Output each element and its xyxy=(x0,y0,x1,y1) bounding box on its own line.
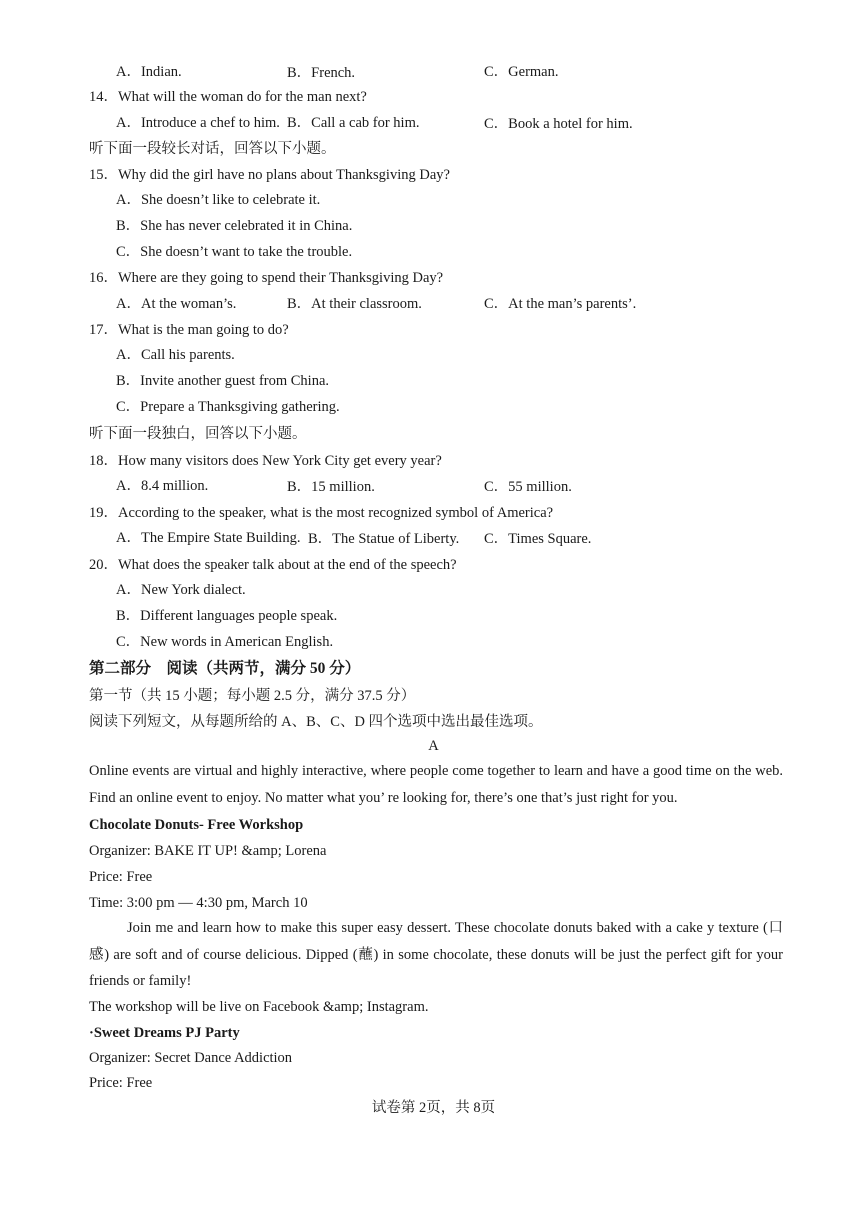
part2-instruction: 阅读下列短文，从每题所给的 A、B、C、D 四个选项中选出最佳选项。 xyxy=(89,714,543,730)
event1-description: Join me and learn how to make this super easy dessert. These chocolate donuts baked with a cake y texture (口感) are soft and of course delicious. Dipped (蘸) in some chocolate, these donuts will be just the perfect gift for your friends or family! xyxy=(89,920,783,989)
q13-option-a: A．Indian. xyxy=(116,64,182,80)
event2-organizer: Organizer: Secret Dance Addiction xyxy=(89,1050,293,1066)
part2-title: 第二部分 阅读（共两节，满分 50 分） xyxy=(89,660,361,677)
q17-option-b: B．Invite another guest from China. xyxy=(116,373,330,389)
q15-option-c: C．She doesn’t want to take the trouble. xyxy=(116,244,353,260)
q15-stem: 15．Why did the girl have no plans about Thanksgiving Day? xyxy=(89,167,450,183)
event1-organizer: Organizer: BAKE IT UP! &amp; Lorena xyxy=(89,843,327,859)
q20-option-b: B．Different languages people speak. xyxy=(116,608,338,624)
event1-live: The workshop will be live on Facebook &amp; Instagram. xyxy=(89,999,429,1015)
q19-option-b: B．The Statue of Liberty. xyxy=(308,531,460,547)
q20-option-a: A．New York dialect. xyxy=(116,582,246,598)
q16-option-b: B．At their classroom. xyxy=(287,296,422,312)
instruction-monologue: 听下面一段独白，回答以下小题。 xyxy=(89,426,307,442)
q14-option-b: B．Call a cab for him. xyxy=(287,115,420,131)
event1-time: Time: 3:00 pm — 4:30 pm, March 10 xyxy=(89,895,308,911)
instruction-long-dialogue: 听下面一段较长对话，回答以下小题。 xyxy=(89,141,336,157)
passage-intro: Online events are virtual and highly interactive, where people come together to learn and have a good time on the web. Find an online event to enjoy. No matter what you’ re looking for, there’s one that’s just right for you. xyxy=(89,763,783,806)
q13-option-c: C．German. xyxy=(484,64,559,80)
q13-option-b: B．French. xyxy=(287,65,356,81)
q15-option-b: B．She has never celebrated it in China. xyxy=(116,218,353,234)
q20-option-c: C．New words in American English. xyxy=(116,634,334,650)
q14-option-a: A．Introduce a chef to him. xyxy=(116,115,280,131)
q14-option-c: C．Book a hotel for him. xyxy=(484,116,633,132)
page-footer: 试卷第 2页，共 8页 xyxy=(371,1100,496,1116)
q19-option-c: C．Times Square. xyxy=(484,531,592,547)
passage-label: A xyxy=(428,738,439,754)
q17-stem: 17．What is the man going to do? xyxy=(89,322,289,338)
event2-price: Price: Free xyxy=(89,1075,153,1091)
q17-option-a: A．Call his parents. xyxy=(116,347,235,363)
q20-stem: 20．What does the speaker talk about at the end of the speech? xyxy=(89,557,457,573)
q18-option-b: B．15 million. xyxy=(287,479,375,495)
q19-option-a: A．The Empire State Building. xyxy=(116,530,301,546)
event2-title: ·Sweet Dreams PJ Party xyxy=(89,1025,240,1041)
q15-option-a: A．She doesn’t like to celebrate it. xyxy=(116,192,321,208)
q18-stem: 18．How many visitors does New York City get every year? xyxy=(89,453,442,469)
q16-stem: 16．Where are they going to spend their Thanksgiving Day? xyxy=(89,270,444,286)
q18-option-c: C．55 million. xyxy=(484,479,572,495)
q19-stem: 19．According to the speaker, what is the most recognized symbol of America? xyxy=(89,505,554,521)
event1-price: Price: Free xyxy=(89,869,153,885)
q16-option-c: C．At the man’s parents’. xyxy=(484,296,637,312)
part2-section1: 第一节（共 15 小题；每小题 2.5 分，满分 37.5 分） xyxy=(89,688,416,704)
q17-option-c: C．Prepare a Thanksgiving gathering. xyxy=(116,399,340,415)
q16-option-a: A．At the woman’s. xyxy=(116,296,237,312)
q14-stem: 14．What will the woman do for the man next? xyxy=(89,89,367,105)
event1-title: Chocolate Donuts- Free Workshop xyxy=(89,817,304,833)
q18-option-a: A．8.4 million. xyxy=(116,478,209,494)
